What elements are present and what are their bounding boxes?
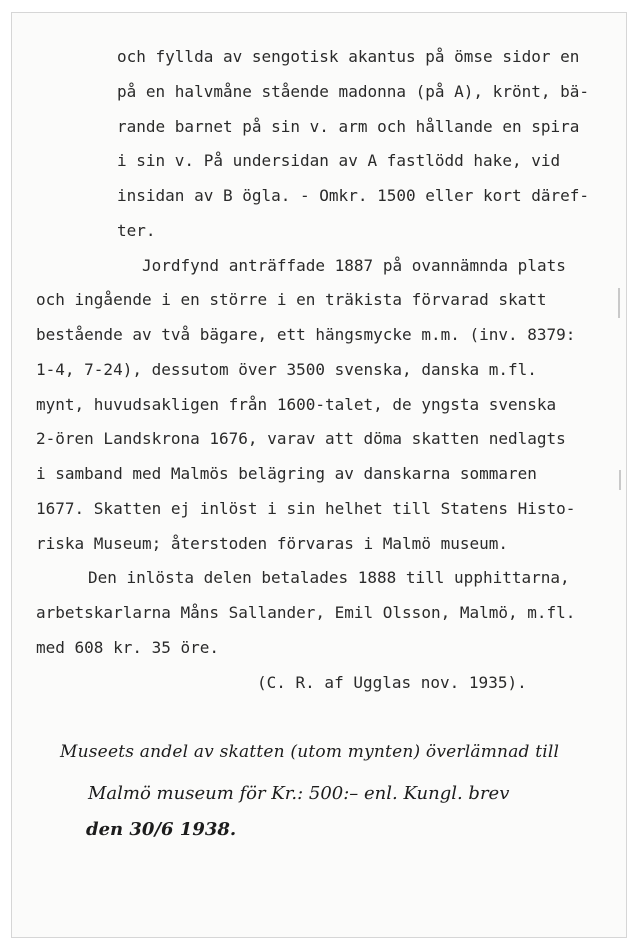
typed-line: arbetskarlarna Måns Sallander, Emil Olsson, Malmö, m.fl.	[36, 603, 576, 622]
typed-line: riska Museum; återstoden förvaras i Malmö museum.	[36, 534, 509, 553]
handwritten-note-line: den 30/6 1938.	[86, 819, 237, 840]
typed-line: med 608 kr. 35 öre.	[36, 638, 220, 657]
typed-line: mynt, huvudsakligen från 1600-talet, de yngsta svenska	[36, 395, 557, 414]
handwritten-note-line: Museets andel av skatten (utom mynten) överlämnad till	[60, 742, 560, 762]
typed-line: insidan av B ögla. - Omkr. 1500 eller kort däref-	[117, 186, 590, 205]
edge-mark	[619, 470, 621, 490]
typed-line: bestående av två bägare, ett hängsmycke m.m. (inv. 8379:	[36, 325, 576, 344]
typed-line: ter.	[117, 221, 156, 240]
typed-line: 2-ören Landskrona 1676, varav att döma skatten nedlagts	[36, 429, 566, 448]
typed-line: och ingående i en större i en träkista förvarad skatt	[36, 290, 547, 309]
typed-line: 1-4, 7-24), dessutom över 3500 svenska, danska m.fl.	[36, 360, 537, 379]
handwritten-note-line: Malmö museum för Kr.: 500:– enl. Kungl. brev	[88, 783, 510, 804]
typed-line: i samband med Malmös belägring av danskarna sommaren	[36, 464, 537, 483]
typed-line: Den inlösta delen betalades 1888 till upphittarna,	[88, 568, 570, 587]
edge-mark	[618, 288, 620, 318]
typed-line: rande barnet på sin v. arm och hållande en spira	[117, 117, 580, 136]
typed-line: 1677. Skatten ej inlöst i sin helhet till Statens Histo-	[36, 499, 576, 518]
typed-line: på en halvmåne stående madonna (på A), krönt, bä-	[117, 82, 590, 101]
typed-line: i sin v. På undersidan av A fastlödd hake, vid	[117, 151, 561, 170]
typed-line: och fyllda av sengotisk akantus på ömse sidor en	[117, 47, 580, 66]
typed-line: (C. R. af Ugglas nov. 1935).	[257, 673, 527, 692]
typed-line: Jordfynd anträffade 1887 på ovannämnda plats	[142, 256, 566, 275]
